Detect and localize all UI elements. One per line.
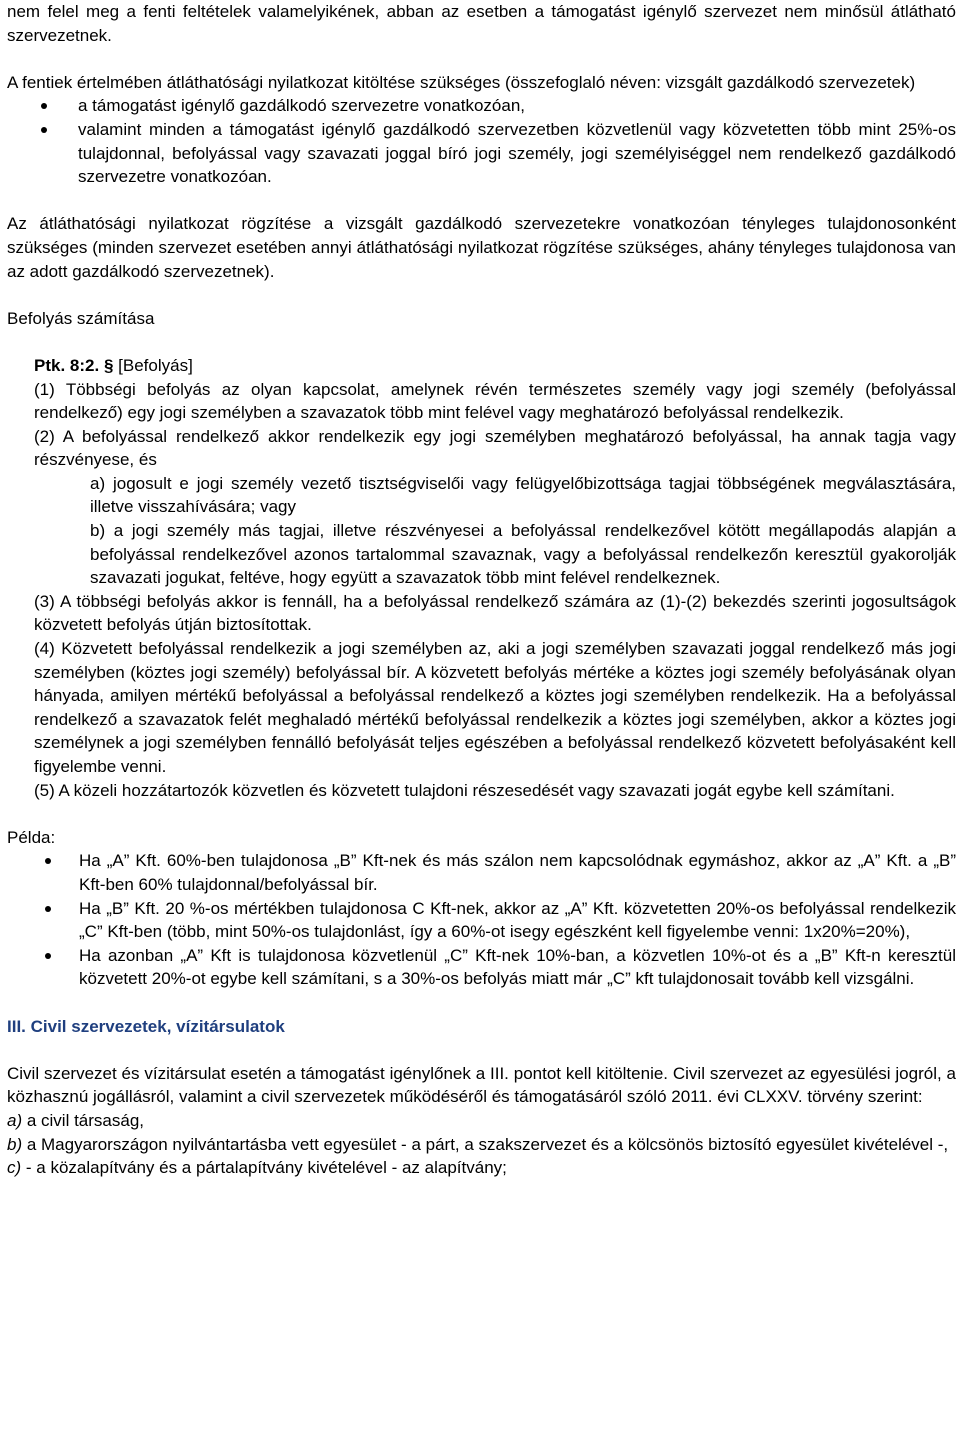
befolyas-title: Befolyás számítása [7, 308, 155, 328]
section-symbol: § [103, 355, 114, 375]
intro-bullet-list [7, 94, 956, 188]
intro-paragraph: A fentiek értelmében átláthatósági nyilatkozat kitöltése szükséges (összefoglaló néven: vizsgált gazdálkodó szervezetek) [7, 72, 916, 92]
list-item: valamint minden a támogatást igénylő gazdálkodó szervezetben közvetlenül vagy közvetetten több mint 25%-os tulajdonnal, befolyással vagy szavazati joggal bíró jogi személy, jogi személyiséggel nem rendelkező gazdálkodó szervezetre vonatkozóan. [7, 118, 956, 189]
bullet-icon [45, 906, 51, 912]
item-label: c) [7, 1158, 22, 1178]
item-label: a) [7, 1110, 23, 1130]
list-item: Ha „B” Kft. 20 %-os mértékben tulajdonosa C Kft-nek, akkor az „A” Kft. közvetetten 20%-os befolyással rendelkezik „C” Kft-ben (több, mint 50%-os tulajdonlást, így a 60%-ot isegy egészként kell figyelembe venni: 1x20%=20%), [7, 897, 956, 944]
section-heading-civil: III. Civil szervezetek, vízitársulatok [7, 1016, 285, 1036]
intro-continuation: nem felel meg a fenti feltételek valamelyikének, abban az esetben a támogatást igénylő szervezet nem minősül átlátható szervezetnek. [7, 2, 956, 45]
law-excerpt [7, 354, 956, 802]
law-paragraph-5: (5) A közeli hozzátartozók közvetlen és közvetett tulajdoni részesedését vagy szavazati jogát egybe kell számítani. [34, 780, 895, 800]
law-paragraph-4: (4) Közvetett befolyással rendelkezik a jogi személyben az, aki a jogi személyben szavazati joggal rendelkező más jogi személyben (köztes jogi személy) befolyással bír. A közvetett befolyás mértéke a köztes jogi személy befolyásának olyan hányada, amilyen mértékű befolyással a befolyással rendelkező a köztes jogi személyben rendelkezik. Ha a befolyással rendelkező a szavazatok felét meghaladó mértékű befolyással rendelkezik a köztes jogi személyben, akkor a köztes jogi személynek a jogi személyben fennálló befolyását teljes egészében a befolyással rendelkező közvetett befolyásaként kell figyelembe venni. [34, 639, 956, 776]
civil-item-b: b) a Magyarországon nyilvántartásba vett egyesület - a párt, a szakszervezet és a kölcsönös biztosító egyesület kivételével -, [7, 1134, 949, 1154]
example-title: Példa: [7, 827, 56, 847]
list-item: Ha azonban „A” Kft is tulajdonosa közvetlenül „C” Kft-nek 10%-ban, a közvetlen 10%-ot és a „B” Kft-n keresztül közvetett 20%-ot egybe kell számítani, s a 30%-os befolyás miatt már „C” kft tulajdonosait tovább kell vizsgálni. [7, 944, 956, 991]
law-paragraph-3: (3) A többségi befolyás akkor is fennáll, ha a befolyással rendelkező számára az (1)-(2) bekezdés szerinti jogosultságok közvetett befolyás útján biztosítottak. [34, 591, 956, 635]
law-paragraph-2a: a) jogosult e jogi személy vezető tisztségviselői vagy felügyelőbizottsága tagjai többségének megválasztására, illetve visszahívására; vagy [90, 473, 956, 517]
law-paragraph-2b: b) a jogi személy más tagjai, illetve részvényesei a befolyással rendelkezővel kötött megállapodás alapján a befolyással rendelkezővel azonos tartalommal szavaznak, vagy a befolyással rendelkezőn keresztül gyakorolják szavazati jogukat, feltéve, hogy együtt a szavazatok több mint felével rendelkeznek. [90, 521, 956, 588]
transparency-paragraph: Az átláthatósági nyilatkozat rögzítése a vizsgált gazdálkodó szervezetekre vonatkozóan tényleges tulajdonosonként szükséges (minden szervezet esetében annyi átláthatósági nyilatkozat rögzítése szükséges, ahány tényleges tulajdonosa van az adott gazdálkodó szervezetnek). [7, 214, 956, 281]
law-name: [Befolyás] [118, 355, 193, 375]
law-heading [34, 354, 956, 378]
bullet-icon [41, 127, 47, 133]
item-label: b) [7, 1134, 23, 1154]
bullet-icon [45, 953, 51, 959]
civil-paragraph: Civil szervezet és vízitársulat esetén a támogatást igénylőnek a III. pontot kell kitöltenie. Civil szervezet az egyesülési jogról, a közhasznú jogállásról, valamint a civil szervezetek működéséről és támogatásáról szóló 2011. évi CLXXV. törvény szerint: [7, 1063, 956, 1107]
list-item: a támogatást igénylő gazdálkodó szervezetre vonatkozóan, [7, 94, 956, 118]
bullet-icon [41, 103, 47, 109]
law-reference: Ptk. 8:2. [34, 355, 100, 375]
law-paragraph-1: (1) Többségi befolyás az olyan kapcsolat, amelynek révén természetes személy vagy jogi személy (befolyással rendelkező) egy jogi személyben a szavazatok több mint felével vagy meghatározó befolyással rendelkezik. [34, 379, 956, 423]
bullet-icon [45, 858, 51, 864]
civil-item-c: c) - a közalapítvány és a pártalapítvány kivételével - az alapítvány; [7, 1158, 507, 1178]
law-paragraph-2: (2) A befolyással rendelkező akkor rendelkezik egy jogi személyben meghatározó befolyással, ha annak tagja vagy részvényese, és [34, 426, 956, 470]
list-item: Ha „A” Kft. 60%-ben tulajdonosa „B” Kft-nek és más szálon nem kapcsolódnak egymáshoz, akkor az „A” Kft. a „B” Kft-ben 60% tulajdonnal/befolyással bír. [7, 849, 956, 896]
civil-item-a: a) a civil társaság, [7, 1110, 145, 1130]
example-bullet-list [7, 849, 956, 991]
